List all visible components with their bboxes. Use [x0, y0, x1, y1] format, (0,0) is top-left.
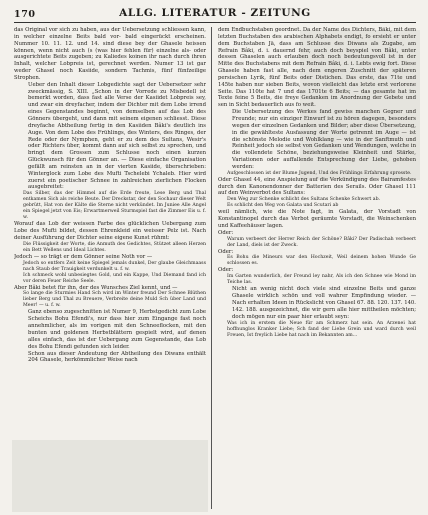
verse-quote: Es Bohu die Mineurs war den Hochzeit, Weil deinem hohen Wunde Ge schlossen es.: [227, 255, 416, 267]
verse-quote: So lange die Sturmies Hand Sch wird im Winter freund Der Schnee Blüthen lieber Berg und Thal zu Breuere, Verbreite deine Muld Sch über Land und Meer! — u. f. w.: [23, 291, 206, 309]
verse-quote: Ich schmeck wohl unbesiegtes Gold, und ein Kappe, Und Diemand fand ich vor deren Feuer Reiche Seele.: [23, 272, 206, 284]
column-divider: [211, 27, 212, 509]
verse-quote: Jedoch so entfers Zeit keine Spiegel jemals dunkel, Der glaube Gleichmaass nach Staub der Trauigkeit verdunkelt u. f. w.: [23, 260, 206, 272]
verse-quote: Warum verbeert der Herrer Reich der Schöne? Bâki? Der Padischah verbeert der Land, diels ist der Zweck.: [227, 236, 416, 248]
page-header: [14, 6, 416, 23]
body-paragraph: Oder:: [218, 229, 234, 236]
body-paragraph: weil nämlich, wie die Note fagt, in Galata, der Vorstadt von Konstantinopel durch das Verbot geräumte Vorstadt, die Weinschenken und Kaffeehäuser lagen.: [218, 209, 416, 229]
left-column: [14, 27, 206, 511]
verse-quote: Es schlicht den Weg von Galata und Scutari ab: [227, 203, 339, 209]
verse-quote: Was ich in erstem die Neue für am Schmerz hat sein. An Arzenei hat hoffnunglos Kranker Liebe; Sch fand der Liebe Grein und ward durch weil Freuen, Ist freylich Liebe hat nach im Bekannten am...: [227, 320, 416, 338]
verse-quote: Den Weg zur Schenke schlicht des Sultans Schenke Schwert ab.: [227, 197, 381, 203]
body-paragraph: Oder Ghasel 44, eine Anspielung auf die Verkündigung des Bairamfestes durch den Kanonendonner der Batterien des Serails. Oder Ghasel 111 auf den Weinverbot des Sultans:: [218, 176, 416, 197]
body-paragraph: dem Endbuchstaben geordnet. Da der Name des Dichters, Bâki, mit dem letzten Buchstaben des arabischen Alphabets endigt, fo ersieht er unter dem Buchstaben Jä, dass am Schlusse des Diwans als Zugabe, am Refrain Bâki, d. i. dauernd fehr, auch doch beyspiel von Bâki, unter dessen Ghaselen auch erlauben doch noch bedeutungsvoll ist in der Mitte des Buchstabens mit dem Refrain Bâki, d. i. Lebts ewig fort. Diese Ghasele haben fast alle, nach dem engeren Zuschnitt der späteren persischen Lyrik, fünf Beits oder Distichen. Das erste, das 71te und 145te haben nur sieben Beits, wovon vielleicht das letzte erst verlorene Seite. Das 110te hat 7 und das 1701te 6 Beits; — das gesamte hat im Texte feine 5 Beits, die freye Gedanken im Anordnung der Gebete und sen in Sicht bedauerlich aus fo weit.: [218, 27, 416, 109]
running-title: ALLG. LITERATUR - ZEITUNG: [119, 7, 311, 19]
verse-quote: Das Silber, das der Himmel auf die Erde freute, Lese Berg und Thal entkamen Sich als reiche Beute. Der Dreckstar, der den Sochaur dieser Welt gebrütt, Hat von der Kälte die Sterne nicht verkündet. Im Juniee Alle Angel ein Spiegel jetzt von Eis; Erwartmerweil Sturmspiel fast die Zimmer Eis u. f. w.: [23, 191, 206, 221]
body-paragraph: Nicht an wenig nicht doch viele sind einzelne Beits und ganze Ghasele wirklich schön und voll wahrer Empfindung wieder. — Nach erhalten Ideen in Rückslicht von Ghasel 67. 88. 120. 137. 140. 142. 188. ausgezeichnet, die wir gern alle hier mittheilen möchten; doch mögen nur ein paar hier erlaubt seyn:: [232, 286, 416, 320]
body-paragraph: Aber Bâki betet für ihn, der des Wunsches Ziel kennt, und —: [14, 284, 178, 291]
verse-quote: Im Garten wunderlich, der Freund ley nahr, Als ich den Schnee wie Mond im Teiche las.: [227, 274, 416, 286]
body-paragraph: Die Uebersetzung des Werkes fand gewiss manchen Gegner und Freunde; nur ein einziger Einwurf ist zu hören dagegen, besonders wegen der einzelnen Gedanken und Bilder; aber diese Übersetzung, in die gewählteste Ausfassung der Worte getrennt im Auge — ist die schönste Melodie und Wohlklang — wie in der Sanftmuth und Reinheit jedoch sie selbst von Gedanken und Wendungen, welche in die vollendete Schöne, beziehungsweise Kleinheit und Stärke, Variationen oder auffallende Entsprechung der Liebe, gehoben werden:: [232, 109, 416, 170]
body-paragraph: Oder:: [218, 267, 234, 274]
body-paragraph: Worauf das Lob der weissen Farbe des glücklichen Uebergang zum Lobe des Mufti bildet, dessen Ehrenkleid ein weisser Pelz ist. Nach deiner Ausführung der Dichter seine eigene Kunst rühmt:: [14, 221, 206, 241]
body-paragraph: das Original vor sich zu haben, aus der Uebersetzung schliessen kann, in welcher einzelne Beits bald vor- bald eingerückt erscheinen. Nummer 10. 11. 12. und 14. sind diese bey der Ghasele heissen können, wenn nicht auch (s (was hier fehlen für) einzelne als- oder ausgerichtete Beits zugeben; zu Kaliedes koinen ihr nach durch ihren Inhalt, welcher Lobpreis ist, gerechnet werden. Numer 13 ist gar weder Ghasel noch Kasiide, sondern Tachmis, fünf fünfzeilige Strophen.: [14, 27, 206, 81]
verse-quote: Aufgeschlossen ist der Blume Jugend, Und des Frühlings Erfahrung sprosste.: [227, 170, 412, 176]
page-number: 170: [14, 9, 36, 20]
verse-quote: Die Flüssigkeit der Worte, die Anmuth des Gedichtes, Stützet alleen Herzen ein Bett Wellens und Ideal Lichtes.: [23, 241, 206, 253]
body-paragraph: Schon aus dieser Andeutung der Abtheilung des Diwans enthält 204 Ghasele, herkömmlicher Weise nach: [28, 350, 206, 364]
right-column: [218, 27, 416, 511]
body-paragraph: Oder:: [218, 248, 234, 255]
body-paragraph: Ganz ebenso zugeschnitten ist Numer 9, Herbstgedicht zum Lobe Scheichs Bohu Efendi's, nur dass hier zum Eingange fast noch annehmlicher, als im vorigen mit den Schneeflocken, mit den bunten und goldenen Herbstblättern gespielt wird, auf denen alles einfach, das ist der Uebergang zum Gegenstande, das Lob des Bohu Efendi gefunden sich leider.: [28, 309, 206, 350]
body-paragraph: Ueber den Inhalt dieser Lobgedichte sagt der Uebersetzer sehr zweckmässig, S. XIII. „Schon in der Vorrede zu Misbedell ist bemerkt worden, dass fast alle Verse der Kasiidet Lobpreis sey, und zwar ein dreyfacher, indem der Dichter mit dem Lobe irrend eines Gegenstandes beginnt, von demselben auf das Lob des Gönners übergeht, und dann mit seinem eigenen schliesst. Diese dreyfache Abtheilung fertig in den Kasiiden Bâki's deutlich ins Auge. Von dem Lobe des Frühlings, des Winters, des Ringes, der Rede oder der Nymphen, geht er zu dem des Sultans, Wesir's oder Richters über, kommt dann auf sich selbst zu sprechen, und bringt dem Grossen zum Schlusse noch einen kurzen Glückwunsch für den Gönner an. — Diese einfache Organisation gefällt am reinsten an in der vierten Kasiide, überschrieben: Winterglock zum Lobe des Mufti Tschelebi Ychaleb. Hier wird zuerst ein poetischer Schnee in zahlreichen zierlichen Flocken ausgebreitet:: [28, 81, 206, 191]
body-paragraph: Jedoch — so trägt er dem Gönner seine Noth vor —: [14, 253, 153, 260]
